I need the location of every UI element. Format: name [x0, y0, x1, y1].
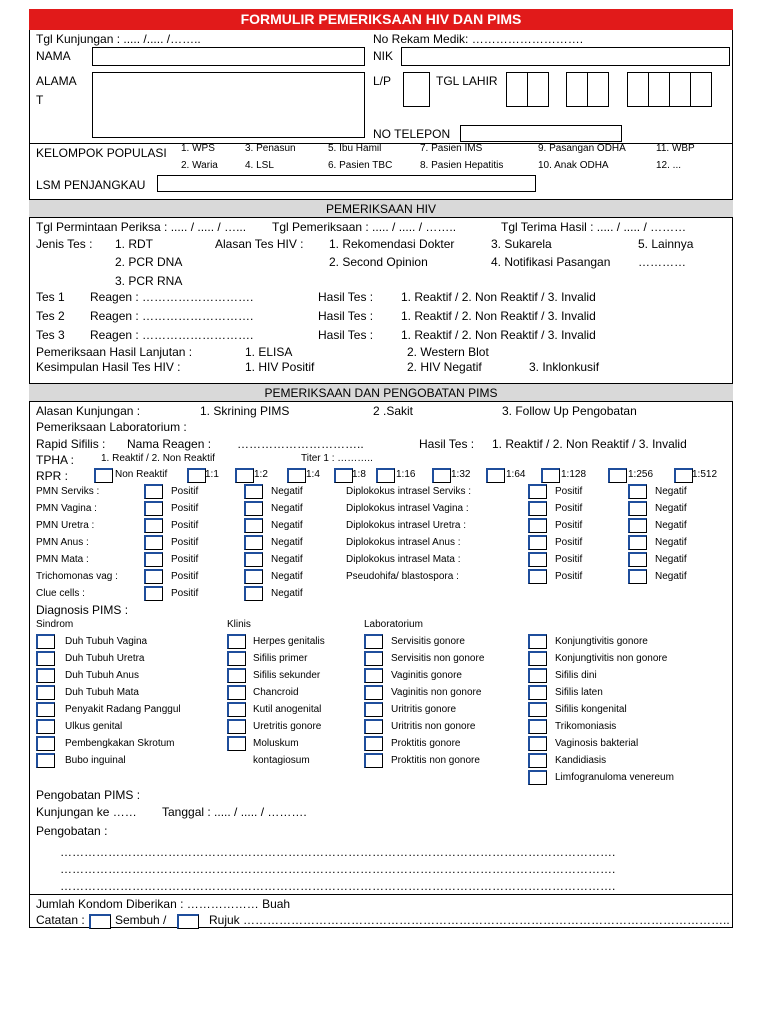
hiv-negatif-option: 2. HIV Negatif [407, 360, 482, 374]
positif-label: Positif [555, 503, 583, 514]
populasi-item: 3. Penasun [245, 143, 296, 154]
alasan-tes-label: Alasan Tes HIV : [215, 237, 304, 251]
reagen: Reagen : ………………………. [90, 309, 254, 323]
rpr-option: 1:2 [254, 469, 268, 480]
negatif-label: Negatif [271, 486, 303, 497]
negatif-checkbox[interactable] [628, 535, 647, 550]
sindrom-item: Penyakit Radang Panggul [65, 704, 181, 715]
hasil-tes-options: 1. Reaktif / 2. Non Reaktif / 3. Invalid [401, 309, 596, 323]
alasan-kunjungan-label: Alasan Kunjungan : [36, 404, 141, 418]
populasi-item: 10. Anak ODHA [538, 160, 609, 171]
jumlah-kondom: Jumlah Kondom Diberikan : ……………… Buah [36, 897, 291, 911]
rpr-option: 1:1 [205, 469, 219, 480]
pmn-label: PMN Anus : [36, 537, 89, 548]
lab2-checkbox[interactable] [528, 651, 547, 666]
pmn-label: PMN Serviks : [36, 486, 100, 497]
pmn-label: Clue cells : [36, 588, 85, 599]
populasi-item: 1. WPS [181, 143, 215, 154]
nama-reagen-label: Nama Reagen : [127, 437, 212, 451]
tpha-label: TPHA : [36, 453, 75, 467]
diplokokus-label: Diplokokus intrasel Vagina : [346, 503, 469, 514]
lab-checkbox[interactable] [364, 719, 383, 734]
sindrom-item: Duh Tubuh Mata [65, 687, 139, 698]
klinis-item: Kutil anogenital [253, 704, 322, 715]
lab-checkbox[interactable] [364, 753, 383, 768]
jenis-tes-option: 1. RDT [115, 237, 154, 251]
negatif-label: Negatif [655, 486, 687, 497]
sindrom-checkbox[interactable] [36, 651, 55, 666]
alasan-option: 2. Second Opinion [329, 255, 428, 269]
pengobatan-line: …………………………………………………………………………………………………………………………. [60, 862, 616, 876]
jenis-tes-label: Jenis Tes : [36, 237, 93, 251]
tgl-lahir-box-6[interactable] [648, 72, 670, 107]
alamat-label: ALAMA [36, 74, 77, 88]
negatif-checkbox[interactable] [628, 518, 647, 533]
lab2-checkbox[interactable] [528, 685, 547, 700]
tes-label: Tes 2 [36, 309, 65, 323]
klinis-item: Sifilis sekunder [253, 670, 321, 681]
klinis-heading: Klinis [227, 619, 251, 630]
negatif-label: Negatif [655, 537, 687, 548]
positif-checkbox[interactable] [144, 586, 163, 601]
diplokokus-label: Diplokokus intrasel Serviks : [346, 486, 472, 497]
positif-label: Positif [555, 486, 583, 497]
pseudohifa-label: Pseudohifa/ blastospora : [346, 571, 459, 582]
alasan-option: ………… [638, 255, 686, 269]
lab2-checkbox[interactable] [528, 668, 547, 683]
populasi-item: 11. WBP [656, 143, 695, 154]
negatif-label: Negatif [271, 588, 303, 599]
populasi-item: 12. ... [656, 160, 682, 171]
lab2-item: Kandidiasis [555, 755, 607, 766]
hiv-section-header: PEMERIKSAAN HIV [29, 199, 733, 218]
rapid-sifilis-label: Rapid Sifilis : [36, 437, 106, 451]
alasan-kunjungan-option: 3. Follow Up Pengobatan [502, 404, 637, 418]
diagnosis-label: Diagnosis PIMS : [36, 603, 129, 617]
positif-label: Positif [555, 554, 583, 565]
tgl-lahir-box-4[interactable] [587, 72, 609, 107]
lab-item: Vaginitis non gonore [391, 687, 482, 698]
negatif-checkbox[interactable] [628, 484, 647, 499]
sindrom-checkbox[interactable] [36, 634, 55, 649]
hiv-positif-option: 1. HIV Positif [245, 360, 315, 374]
no-telepon-label: NO TELEPON [373, 127, 451, 141]
populasi-item: 5. Ibu Hamil [328, 143, 382, 154]
nama-field[interactable] [92, 47, 365, 66]
tgl-terima-hasil: Tgl Terima Hasil : ..... / ..... / ……… [501, 220, 687, 234]
lsm-label: LSM PENJANGKAU [36, 178, 146, 192]
alasan-option: 3. Sukarela [491, 237, 552, 251]
lp-field[interactable] [403, 72, 430, 107]
rujuk-label: Rujuk ………………………………………………………………………………………………………….. [209, 913, 730, 927]
alamat-label-2: T [36, 93, 44, 107]
lab2-checkbox[interactable] [528, 719, 547, 734]
tes-label: Tes 3 [36, 328, 65, 342]
klinis-checkbox[interactable] [227, 668, 246, 683]
pmn-label: PMN Vagina : [36, 503, 97, 514]
negatif-checkbox[interactable] [244, 535, 263, 550]
klinis-checkbox[interactable] [227, 651, 246, 666]
sindrom-checkbox[interactable] [36, 736, 55, 751]
lab2-item: Konjungtivitis gonore [555, 636, 648, 647]
sindrom-checkbox[interactable] [36, 668, 55, 683]
rpr-option: 1:8 [352, 469, 366, 480]
positif-label: Positif [171, 486, 199, 497]
negatif-checkbox[interactable] [244, 552, 263, 567]
hasil-tes-label: Hasil Tes : [318, 309, 374, 323]
rpr-option: 1:64 [506, 469, 526, 480]
rpr-checkbox[interactable] [334, 468, 353, 483]
sindrom-item: Bubo inguinal [65, 755, 126, 766]
lab2-checkbox[interactable] [528, 770, 547, 785]
hasil-tes-options: 1. Reaktif / 2. Non Reaktif / 3. Invalid [401, 328, 596, 342]
jenis-tes-option: 2. PCR DNA [115, 255, 183, 269]
negatif-checkbox[interactable] [244, 501, 263, 516]
tgl-lahir-box-1[interactable] [506, 72, 528, 107]
klinis-item: Chancroid [253, 687, 299, 698]
negatif-label: Negatif [271, 554, 303, 565]
hasil-tes-label: Hasil Tes : [318, 290, 374, 304]
positif-label: Positif [171, 554, 199, 565]
negatif-checkbox[interactable] [628, 501, 647, 516]
lab-checkbox[interactable] [364, 668, 383, 683]
tanggal: Tanggal : ..... / ..... / ………. [162, 805, 307, 819]
negatif-label: Negatif [271, 503, 303, 514]
positif-label: Positif [171, 537, 199, 548]
rpr-checkbox[interactable] [674, 468, 693, 483]
positif-checkbox[interactable] [528, 484, 547, 499]
alasan-option: 1. Rekomendasi Dokter [329, 237, 455, 251]
lab-item: Servisitis non gonore [391, 653, 485, 664]
sindrom-checkbox[interactable] [36, 702, 55, 717]
lab-item: Uritritis non gonore [391, 721, 476, 732]
populasi-item: 4. LSL [245, 160, 274, 171]
hasil-tes-options: 1. Reaktif / 2. Non Reaktif / 3. Invalid [401, 290, 596, 304]
klinis-item: Sifilis primer [253, 653, 308, 664]
pengobatan-line: …………………………………………………………………………………………………………………………. [60, 845, 616, 859]
lab2-checkbox[interactable] [528, 736, 547, 751]
lab2-item: Sifilis dini [555, 670, 597, 681]
hasil-tes-label: Hasil Tes : [419, 437, 475, 451]
inkonklusif-option: 3. Inklonkusif [529, 360, 600, 374]
reagen: Reagen : ………………………. [90, 328, 254, 342]
lab2-checkbox[interactable] [528, 702, 547, 717]
lab2-checkbox[interactable] [528, 634, 547, 649]
positif-checkbox[interactable] [528, 535, 547, 550]
rpr-checkbox[interactable] [94, 468, 113, 483]
rpr-checkbox[interactable] [376, 468, 395, 483]
tes-label: Tes 1 [36, 290, 65, 304]
nik-field[interactable] [401, 47, 730, 66]
klinis-item: Herpes genitalis [253, 636, 325, 647]
diplokokus-label: Diplokokus intrasel Mata : [346, 554, 461, 565]
sindrom-item: Ulkus genital [65, 721, 123, 732]
pengobatan-label: Pengobatan : [36, 824, 108, 838]
kunjungan-ke: Kunjungan ke …… [36, 805, 137, 819]
rpr-checkbox[interactable] [432, 468, 451, 483]
divider [29, 894, 733, 895]
positif-label: Positif [171, 571, 199, 582]
positif-checkbox[interactable] [528, 501, 547, 516]
tgl-permintaan: Tgl Permintaan Periksa : ..... / ..... / …... [36, 220, 247, 234]
rpr-checkbox[interactable] [187, 468, 206, 483]
lab-item: Vaginitis gonore [391, 670, 462, 681]
lab2-item: Sifilis laten [555, 687, 603, 698]
lab2-item: Trikomoniasis [555, 721, 617, 732]
lsm-field[interactable] [157, 175, 536, 192]
pmn-label: Trichomonas vag : [36, 571, 118, 582]
negatif-checkbox[interactable] [244, 569, 263, 584]
populasi-item: 6. Pasien TBC [328, 160, 393, 171]
lab2-item: Vaginosis bakterial [555, 738, 639, 749]
sindrom-heading: Sindrom [36, 619, 74, 630]
lab2-checkbox[interactable] [528, 753, 547, 768]
alasan-option: 4. Notifikasi Pasangan [491, 255, 611, 269]
tgl-lahir-box-2[interactable] [527, 72, 549, 107]
populasi-item: 7. Pasien IMS [420, 143, 483, 154]
positif-label: Positif [555, 537, 583, 548]
negatif-checkbox[interactable] [244, 484, 263, 499]
nama-label: NAMA [36, 49, 71, 63]
lab-item: Proktitis non gonore [391, 755, 480, 766]
positif-label: Positif [171, 588, 199, 599]
sembuh-checkbox[interactable] [89, 914, 111, 929]
lab-checkbox[interactable] [364, 651, 383, 666]
laboratorium-heading: Laboratorium [364, 619, 423, 630]
no-rekam-medik: No Rekam Medik: ………………………. [373, 32, 584, 46]
lab-checkbox[interactable] [364, 702, 383, 717]
tgl-lahir-box-5[interactable] [627, 72, 649, 107]
populasi-item: 9. Pasangan ODHA [538, 143, 626, 154]
rpr-checkbox[interactable] [541, 468, 560, 483]
lab-checkbox[interactable] [364, 685, 383, 700]
alasan-kunjungan-option: 1. Skrining PIMS [200, 404, 290, 418]
pmn-label: PMN Uretra : [36, 520, 95, 531]
form-title: FORMULIR PEMERIKSAAN HIV DAN PIMS [29, 9, 733, 30]
positif-label: Positif [555, 571, 583, 582]
lp-label: L/P [373, 74, 392, 88]
lab-checkbox[interactable] [364, 634, 383, 649]
rpr-option: Non Reaktif [115, 469, 168, 480]
rpr-label: RPR : [36, 469, 69, 483]
klinis-item: kontagiosum [253, 755, 310, 766]
sindrom-item: Pembengkakan Skrotum [65, 738, 175, 749]
klinis-checkbox[interactable] [227, 634, 246, 649]
positif-checkbox[interactable] [144, 535, 163, 550]
alasan-kunjungan-option: 2 .Sakit [373, 404, 414, 418]
lab-checkbox[interactable] [364, 736, 383, 751]
tgl-lahir-box-3[interactable] [566, 72, 588, 107]
pims-section-header: PEMERIKSAAN DAN PENGOBATAN PIMS [29, 383, 733, 402]
rpr-checkbox[interactable] [608, 468, 627, 483]
sindrom-checkbox[interactable] [36, 719, 55, 734]
pengobatan-line: …………………………………………………………………………………………………………………………. [60, 879, 616, 893]
klinis-checkbox[interactable] [227, 702, 246, 717]
western-blot-option: 2. Western Blot [407, 345, 489, 359]
positif-checkbox[interactable] [144, 552, 163, 567]
rpr-checkbox[interactable] [287, 468, 306, 483]
negatif-label: Negatif [655, 520, 687, 531]
lab2-item: Konjungtivitis non gonore [555, 653, 668, 664]
rpr-option: 1:16 [396, 469, 416, 480]
hasil-tes-label: Hasil Tes : [318, 328, 374, 342]
hasil-tes-options: 1. Reaktif / 2. Non Reaktif / 3. Invalid [492, 437, 687, 451]
lab2-item: Sifilis kongenital [555, 704, 627, 715]
alasan-option: 5. Lainnya [638, 237, 694, 251]
sindrom-checkbox[interactable] [36, 685, 55, 700]
rpr-option: 1:128 [561, 469, 587, 480]
lab-item: Uritritis gonore [391, 704, 457, 715]
tgl-pemeriksaan: Tgl Pemeriksaan : ..... / ..... / …….. [272, 220, 457, 234]
sindrom-checkbox[interactable] [36, 753, 55, 768]
rpr-option: 1:512 [692, 469, 718, 480]
pengobatan-pims-label: Pengobatan PIMS : [36, 788, 141, 802]
sindrom-item: Duh Tubuh Anus [65, 670, 139, 681]
tpha-options: 1. Reaktif / 2. Non Reaktif [101, 453, 215, 464]
negatif-checkbox[interactable] [244, 518, 263, 533]
populasi-item: 8. Pasien Hepatitis [420, 160, 504, 171]
negatif-label: Negatif [655, 554, 687, 565]
elisa-option: 1. ELISA [245, 345, 293, 359]
klinis-item: Moluskum [253, 738, 299, 749]
lab-item: Servisitis gonore [391, 636, 465, 647]
negatif-checkbox[interactable] [244, 586, 263, 601]
tgl-lahir-label: TGL LAHIR [436, 74, 498, 88]
tgl-lahir-box-8[interactable] [690, 72, 712, 107]
positif-label: Positif [555, 520, 583, 531]
rpr-checkbox[interactable] [486, 468, 505, 483]
rujuk-checkbox[interactable] [177, 914, 199, 929]
no-telepon-field[interactable] [460, 125, 622, 142]
tgl-lahir-box-7[interactable] [669, 72, 691, 107]
negatif-label: Negatif [271, 520, 303, 531]
reagen: Reagen : ………………………. [90, 290, 254, 304]
lab-item: Proktitis gonore [391, 738, 461, 749]
positif-label: Positif [171, 520, 199, 531]
negatif-label: Negatif [271, 571, 303, 582]
nik-label: NIK [373, 49, 394, 63]
pmn-label: PMN Mata : [36, 554, 89, 565]
sembuh-label: Sembuh / [115, 913, 167, 927]
positif-checkbox[interactable] [528, 552, 547, 567]
pemeriksaan-lab-label: Pemeriksaan Laboratorium : [36, 420, 187, 434]
positif-checkbox[interactable] [144, 518, 163, 533]
positif-label: Positif [171, 503, 199, 514]
rpr-checkbox[interactable] [235, 468, 254, 483]
negatif-label: Negatif [655, 571, 687, 582]
diplokokus-label: Diplokokus intrasel Anus : [346, 537, 461, 548]
rpr-option: 1:32 [451, 469, 471, 480]
positif-checkbox[interactable] [528, 569, 547, 584]
pemeriksaan-lanjutan-label: Pemeriksaan Hasil Lanjutan : [36, 345, 193, 359]
lab2-item: Limfogranuloma venereum [555, 772, 674, 783]
klinis-checkbox[interactable] [227, 736, 246, 751]
alamat-field[interactable] [92, 72, 365, 138]
negatif-checkbox[interactable] [628, 569, 647, 584]
positif-checkbox[interactable] [144, 501, 163, 516]
positif-checkbox[interactable] [144, 484, 163, 499]
sindrom-item: Duh Tubuh Vagina [65, 636, 148, 647]
klinis-checkbox[interactable] [227, 685, 246, 700]
positif-checkbox[interactable] [144, 569, 163, 584]
klinis-item: Uretritis gonore [253, 721, 322, 732]
klinis-checkbox[interactable] [227, 719, 246, 734]
kelompok-populasi-label: KELOMPOK POPULASI [36, 146, 167, 160]
diplokokus-label: Diplokokus intrasel Uretra : [346, 520, 467, 531]
catatan-label: Catatan : [36, 913, 85, 927]
negatif-checkbox[interactable] [628, 552, 647, 567]
negatif-label: Negatif [655, 503, 687, 514]
sindrom-item: Duh Tubuh Uretra [65, 653, 145, 664]
nama-reagen-dots: ………………………….. [237, 437, 364, 451]
jenis-tes-option: 3. PCR RNA [115, 274, 183, 288]
positif-checkbox[interactable] [528, 518, 547, 533]
titer: Titer 1 : ……….. [301, 453, 373, 464]
negatif-label: Negatif [271, 537, 303, 548]
populasi-item: 2. Waria [181, 160, 218, 171]
kesimpulan-label: Kesimpulan Hasil Tes HIV : [36, 360, 181, 374]
rpr-option: 1:256 [628, 469, 654, 480]
tgl-kunjungan: Tgl Kunjungan : ..... /..... /…….. [36, 32, 201, 46]
rpr-option: 1:4 [306, 469, 320, 480]
